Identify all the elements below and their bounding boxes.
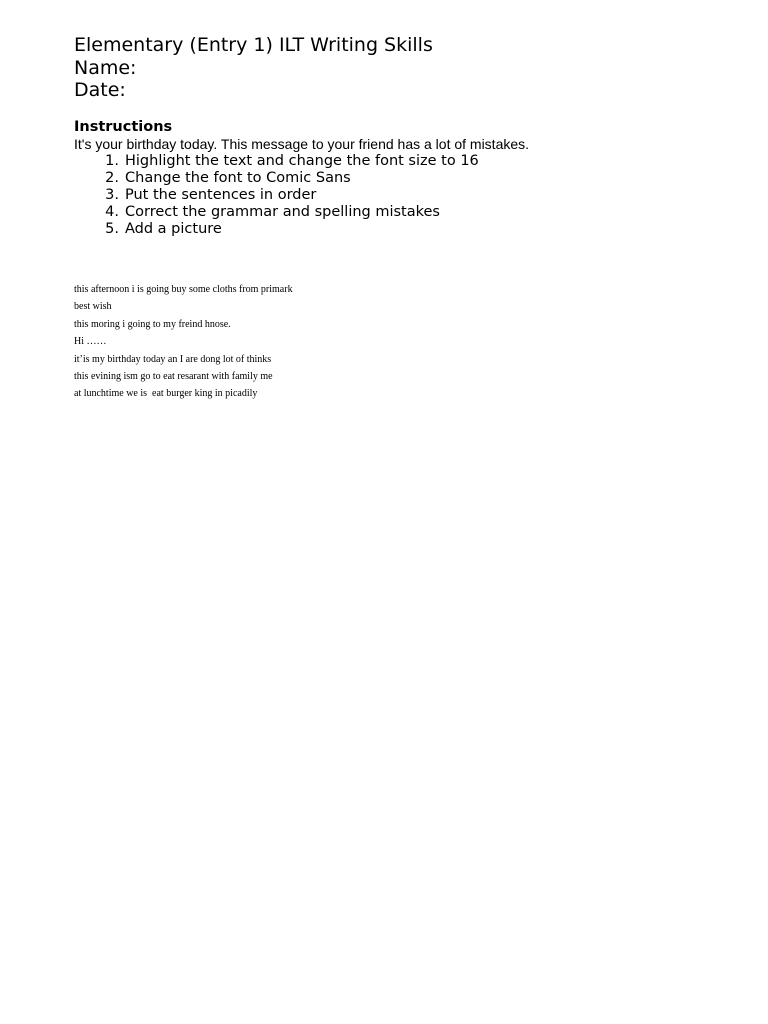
step-number: 5. bbox=[105, 221, 119, 237]
instruction-steps-list bbox=[74, 153, 479, 238]
message-line[interactable]: Hi …… bbox=[74, 336, 107, 348]
document-title: Elementary (Entry 1) ILT Writing Skills bbox=[74, 34, 433, 56]
step-text: Change the font to Comic Sans bbox=[125, 170, 351, 186]
instructions-intro: It's your birthday today. This message to your friend has a lot of mistakes. bbox=[74, 136, 530, 152]
step-text: Highlight the text and change the font size to 16 bbox=[125, 153, 479, 169]
document-header bbox=[74, 34, 433, 102]
message-line[interactable]: this moring i going to my freind hnose. bbox=[74, 318, 231, 330]
step-text: Correct the grammar and spelling mistakes bbox=[125, 204, 440, 220]
message-line[interactable]: this evining ism go to eat resarant with family me bbox=[74, 371, 273, 383]
message-text-block[interactable] bbox=[74, 281, 293, 403]
step-number: 2. bbox=[105, 170, 119, 186]
instruction-step bbox=[74, 204, 479, 221]
message-line[interactable]: at lunchtime we is eat burger king in picadily bbox=[74, 388, 258, 400]
step-number: 1. bbox=[105, 153, 119, 169]
instructions-heading: Instructions bbox=[74, 119, 173, 135]
step-text: Add a picture bbox=[125, 221, 222, 237]
name-label: Name: bbox=[74, 56, 137, 79]
instruction-step bbox=[74, 187, 479, 204]
message-line[interactable]: it’is my birthday today an I are dong lot of thinks bbox=[74, 353, 272, 365]
instruction-step bbox=[74, 170, 479, 187]
step-number: 4. bbox=[105, 204, 119, 220]
message-line[interactable]: best wish bbox=[74, 301, 112, 313]
message-line[interactable]: this afternoon i is going buy some cloths from primark bbox=[74, 284, 293, 295]
step-text: Put the sentences in order bbox=[125, 187, 317, 203]
instruction-step bbox=[74, 221, 479, 238]
step-number: 3. bbox=[105, 187, 119, 203]
date-label: Date: bbox=[74, 79, 126, 101]
instruction-step bbox=[74, 153, 479, 170]
